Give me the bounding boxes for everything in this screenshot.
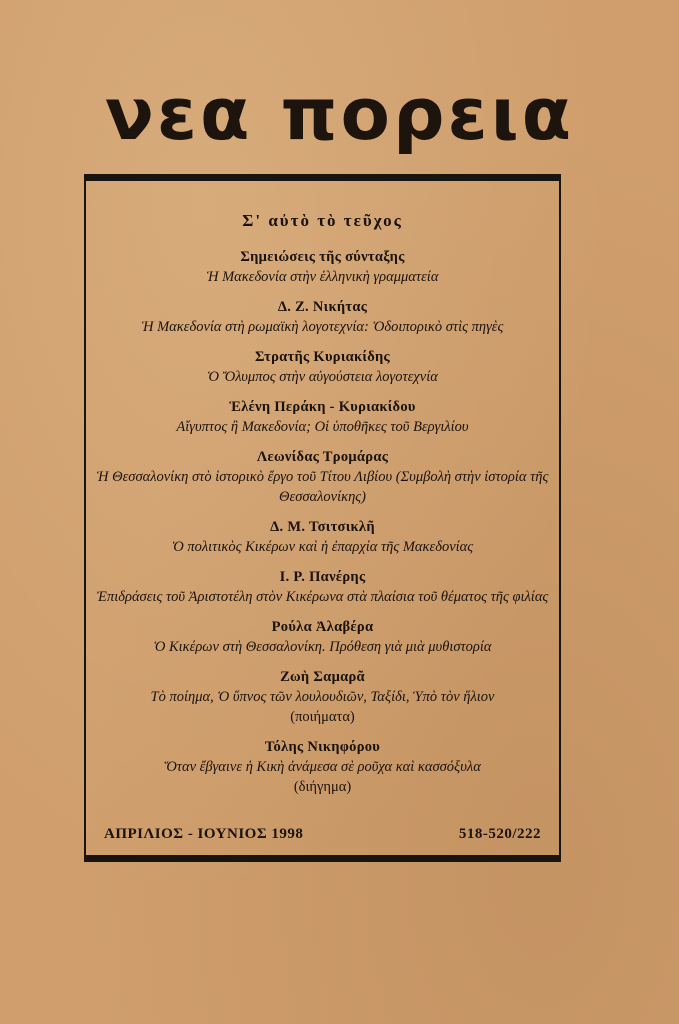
toc-title: Ἡ Μακεδονία στὴν ἑλληνικὴ γραμματεία bbox=[206, 269, 439, 285]
contents-frame bbox=[84, 174, 561, 862]
magazine-title: νεα πορεια bbox=[104, 72, 575, 156]
toc-entry bbox=[86, 397, 559, 437]
toc-title: Ὁ πολιτικὸς Κικέρων καὶ ἡ ἐπαρχία τῆς Μακεδονίας bbox=[171, 539, 474, 555]
toc-entry bbox=[86, 297, 559, 337]
toc-author: Δ. Ζ. Νικήτας bbox=[277, 299, 368, 315]
toc-author: Σημειώσεις τῆς σύνταξης bbox=[240, 249, 405, 265]
toc-title: Ἡ Θεσσαλονίκη στὸ ἱστορικὸ ἔργο τοῦ Τίτου Λιβίου (Συμβολὴ στὴν ἱστορία τῆς Θεσσαλονίκης) bbox=[96, 469, 549, 505]
toc-author: Ι. Ρ. Πανέρης bbox=[279, 569, 366, 585]
issue-number: 518-520/222 bbox=[458, 826, 541, 842]
toc-entry bbox=[86, 347, 559, 387]
toc-title: Αἴγυπτος ἢ Μακεδονία; Οἱ ὑποθῆκες τοῦ Βεργιλίου bbox=[176, 419, 469, 435]
toc-author: Τόλης Νικηφόρου bbox=[264, 739, 381, 755]
contents-heading: Σ' αὐτὸ τὸ τεῦχος bbox=[242, 211, 403, 230]
toc-entry bbox=[86, 617, 559, 657]
toc-entry bbox=[86, 737, 559, 797]
toc-entry bbox=[86, 447, 559, 507]
issue-date: ΑΠΡΙΛΙΟΣ - ΙΟΥΝΙΟΣ 1998 bbox=[104, 826, 304, 842]
toc-title: Ἡ Μακεδονία στὴ ρωμαϊκὴ λογοτεχνία: Ὁδοιπορικὸ στὶς πηγὲς bbox=[141, 319, 504, 335]
toc-title: Τὸ ποίημα, Ὁ ὕπνος τῶν λουλουδιῶν, Ταξίδι, Ὑπὸ τὸν ἥλιον bbox=[150, 689, 495, 705]
contents-list bbox=[86, 247, 559, 807]
toc-author: Ζωὴ Σαμαρᾶ bbox=[280, 669, 365, 685]
toc-author: Ρούλα Ἀλαβέρα bbox=[271, 619, 374, 635]
toc-genre-note: (ποιήματα) bbox=[290, 709, 355, 725]
toc-genre-note: (διήγημα) bbox=[293, 779, 352, 795]
toc-title: Ὅταν ἔβγαινε ἡ Κικὴ ἀνάμεσα σὲ ροῦχα καὶ κασσόξυλα bbox=[164, 759, 481, 775]
toc-author: Ἑλένη Περάκη - Κυριακίδου bbox=[229, 399, 416, 415]
toc-title: Ἐπιδράσεις τοῦ Ἀριστοτέλη στὸν Κικέρωνα στὰ πλαίσια τοῦ θέματος τῆς φιλίας bbox=[96, 589, 549, 605]
toc-entry bbox=[86, 667, 559, 727]
toc-entry bbox=[86, 567, 559, 607]
toc-title: Ὁ Ὄλυμπος στὴν αὐγούστεια λογοτεχνία bbox=[207, 369, 438, 385]
toc-title: Ὁ Κικέρων στὴ Θεσσαλονίκη. Πρόθεση γιὰ μιὰ μυθιστορία bbox=[153, 639, 492, 655]
toc-author: Δ. Μ. Τσιτσικλῆ bbox=[270, 519, 375, 535]
toc-author: Στρατῆς Κυριακίδης bbox=[255, 349, 390, 365]
toc-entry bbox=[86, 247, 559, 287]
toc-entry bbox=[86, 517, 559, 557]
toc-author: Λεωνίδας Τρομάρας bbox=[256, 449, 389, 465]
